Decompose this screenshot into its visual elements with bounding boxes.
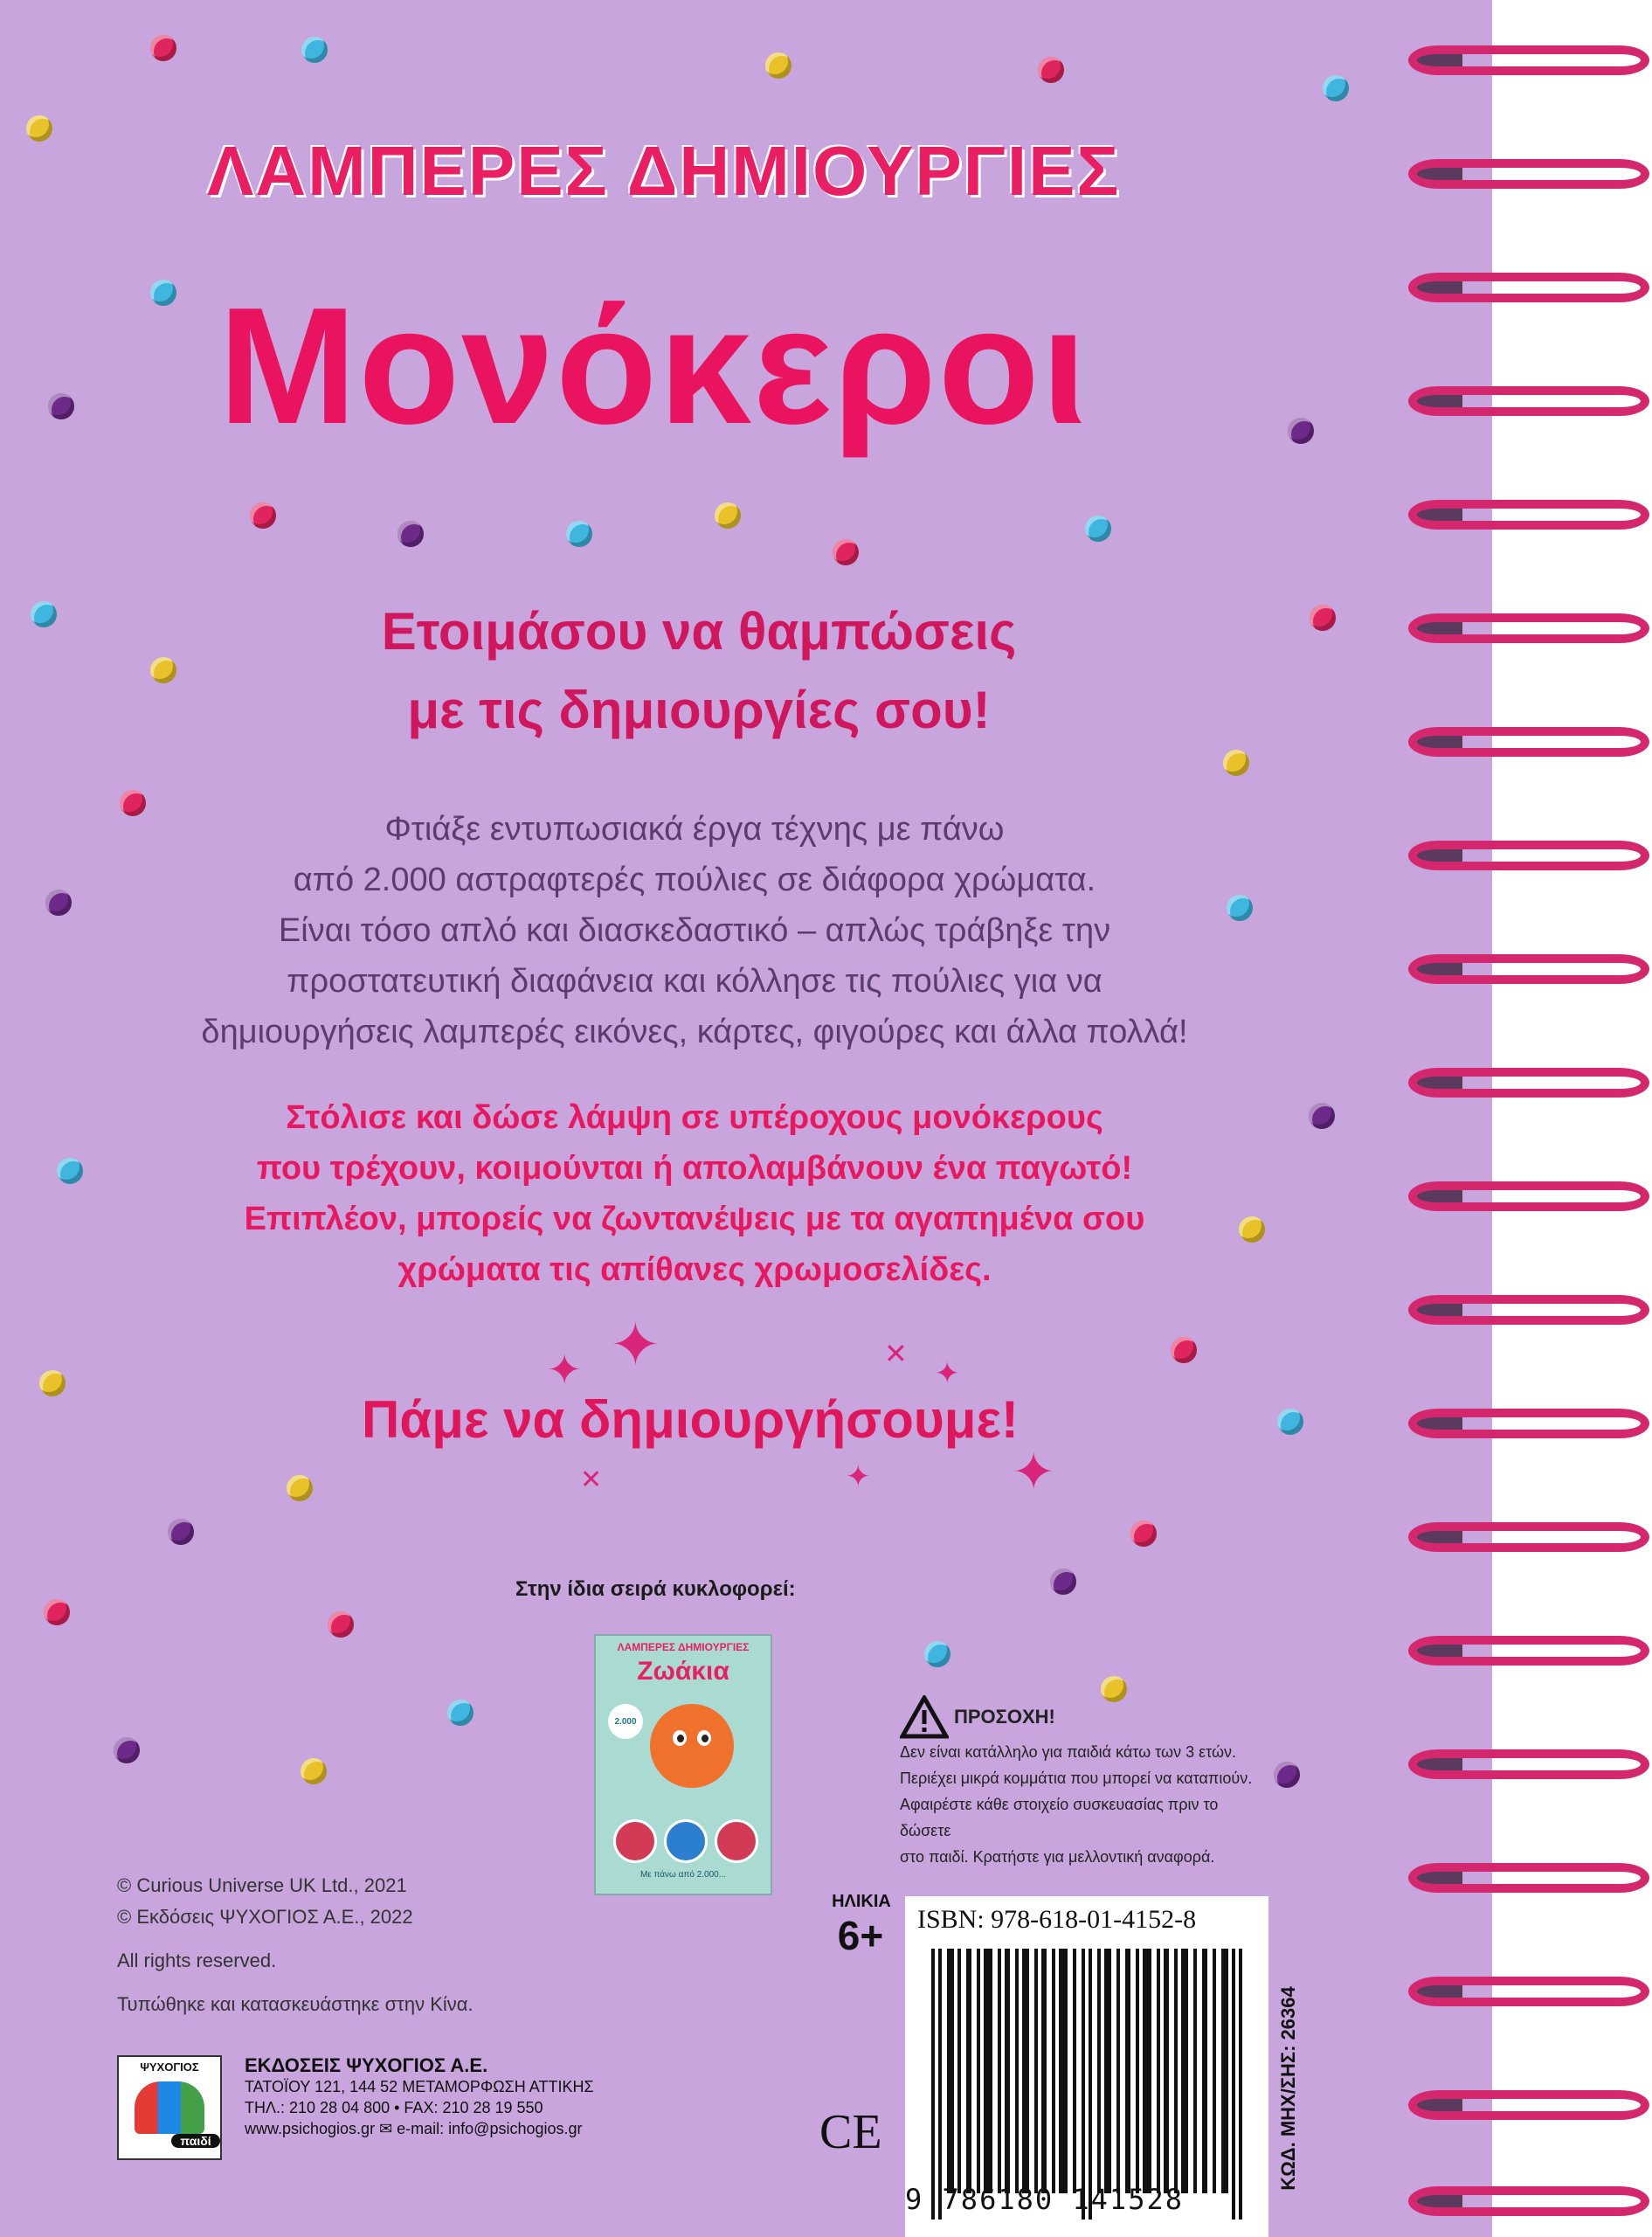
spiral-ring bbox=[1408, 1522, 1649, 1552]
sparkle-icon: ✦ bbox=[846, 1459, 871, 1494]
psi-logo-icon bbox=[135, 2081, 204, 2134]
safety-warning bbox=[900, 1695, 1258, 1870]
main-title: Μονόκεροι bbox=[218, 274, 1089, 459]
spiral-ring bbox=[1408, 1295, 1649, 1325]
lead-text: Ετοιμάσου να θαμπώσεις με τις δημιουργίες σου! bbox=[381, 602, 1017, 739]
sparkle-icon: ✦ bbox=[935, 1356, 960, 1391]
gem bbox=[1239, 1216, 1265, 1243]
gem bbox=[301, 37, 328, 63]
gem bbox=[44, 1599, 70, 1625]
spiral-ring bbox=[1408, 2186, 1649, 2216]
description-text-2: Στόλισε και δώσε λάμψη σε υπέροχους μονόκερους που τρέχουν, κοιμούνται ή απολαμβάνουν ένα παγωτό! Επιπλέον, μπορείς να ζωντανέψεις με τα αγαπημένα σου χρώματα τις απίθανες χρωμοσελίδες. bbox=[244, 1099, 1145, 1288]
gem bbox=[1085, 516, 1111, 542]
warning-triangle-icon bbox=[900, 1695, 949, 1739]
isbn-text: ISBN: 978-618-01-4152-8 bbox=[917, 1905, 1197, 1934]
gem bbox=[765, 52, 791, 79]
gem bbox=[1288, 418, 1314, 444]
spiral-ring bbox=[1408, 500, 1649, 530]
lead-tagline bbox=[192, 592, 1206, 750]
isbn-box bbox=[905, 1896, 1268, 2237]
gem bbox=[168, 1519, 194, 1545]
gem bbox=[447, 1700, 473, 1726]
gem bbox=[45, 890, 72, 916]
warning-line: Δεν είναι κατάλληλο για παιδιά κάτω των 3 ετών. bbox=[900, 1743, 1237, 1761]
gem bbox=[1309, 1103, 1335, 1129]
gem bbox=[150, 35, 176, 61]
spiral-ring bbox=[1408, 954, 1649, 984]
publisher-logo-name: ΨΥΧΟΓΙΟΣ bbox=[140, 2060, 199, 2074]
related-book-cover bbox=[594, 1634, 772, 1895]
spiral-ring bbox=[1408, 841, 1649, 870]
publisher-web: www.psichogios.gr ✉ e-mail: info@psichogios.gr bbox=[245, 2120, 583, 2137]
description-paragraph-1 bbox=[114, 804, 1275, 1057]
warning-title-text: ΠΡΟΣΟΧΗ! bbox=[954, 1706, 1055, 1728]
gem bbox=[57, 1158, 83, 1184]
related-book-sample-circle bbox=[613, 1819, 657, 1863]
spiral-ring bbox=[1408, 613, 1649, 643]
gem bbox=[250, 502, 276, 529]
gem bbox=[1050, 1569, 1076, 1595]
gem bbox=[301, 1758, 327, 1784]
spiral-ring bbox=[1408, 1068, 1649, 1098]
series-label: Στην ίδια σειρά κυκλοφορεί: bbox=[515, 1577, 796, 1601]
gem bbox=[114, 1737, 140, 1763]
warning-title bbox=[900, 1695, 1258, 1739]
gem bbox=[31, 601, 57, 627]
copyright-line: © Curious Universe UK Ltd., 2021 bbox=[117, 1874, 407, 1896]
sparkle-icon: ✦ bbox=[1012, 1442, 1056, 1503]
barcode-icon bbox=[931, 1949, 1242, 2220]
gem bbox=[715, 502, 741, 529]
tiger-illustration-icon bbox=[650, 1704, 734, 1788]
product-code bbox=[1271, 1914, 1306, 2237]
description-text-1: Φτιάξε εντυπωσιακά έργα τέχνης με πάνω από 2.000 αστραφτερές πούλιες σε διάφορα χρώματα. Είναι τόσο απλό και διασκεδαστικό – απλώς τράβηξε την προστατευτική διαφάνεια και κόλλησε τις πούλιες για να δημιουργήσεις λαμπερές εικόνες, κάρτες, φιγούρες και άλλα πολλά! bbox=[201, 811, 1188, 1050]
warning-line: στο παιδί. Κρατήστε για μελλοντική αναφορά. bbox=[900, 1848, 1215, 1866]
product-code-text: ΚΩΔ. ΜΗΧ/ΣΗΣ: 26364 bbox=[1277, 1986, 1299, 2191]
gem bbox=[1277, 1409, 1303, 1435]
gem bbox=[328, 1611, 354, 1638]
spiral-ring bbox=[1408, 1863, 1649, 1893]
related-book-sample-circle bbox=[715, 1819, 758, 1863]
gem bbox=[397, 521, 424, 547]
gem bbox=[1310, 605, 1336, 631]
gem bbox=[48, 393, 74, 419]
gem bbox=[39, 1370, 66, 1396]
spiral-ring bbox=[1408, 273, 1649, 302]
ce-mark: CE bbox=[819, 2105, 882, 2159]
series-title: ΛΑΜΠΕΡΕΣ ΔΗΜΙΟΥΡΓΙΕΣ bbox=[207, 132, 1121, 210]
gem bbox=[26, 115, 52, 142]
gem bbox=[566, 521, 592, 547]
sparkle-icon: ✦ bbox=[547, 1346, 583, 1395]
call-to-action: Πάμε να δημιουργήσουμε! bbox=[362, 1390, 1019, 1449]
publisher-name: ΕΚΔΟΣΕΙΣ ΨΥΧΟΓΙΟΣ Α.Ε. bbox=[245, 2054, 488, 2076]
copyright-line: © Εκδόσεις ΨΥΧΟΓΙΟΣ Α.Ε., 2022 bbox=[117, 1906, 413, 1928]
age-label: ΗΛΙΚΙΑ bbox=[832, 1892, 891, 1911]
spiral-ring bbox=[1408, 2090, 1649, 2120]
related-book-footer: Με πάνω από 2.000... bbox=[639, 1870, 727, 1880]
spiral-ring bbox=[1408, 386, 1649, 416]
sparkle-icon: ✕ bbox=[580, 1465, 603, 1495]
gem bbox=[1323, 75, 1349, 101]
spiral-ring bbox=[1408, 1636, 1649, 1666]
spiral-ring bbox=[1408, 1977, 1649, 2006]
publisher-logo bbox=[117, 2055, 222, 2160]
barcode-number: 9 786180 141528 bbox=[905, 2183, 1184, 2216]
gem bbox=[924, 1641, 950, 1667]
publisher-address: ΤΑΤΟΪΟΥ 121, 144 52 ΜΕΤΑΜΟΡΦΩΣΗ ΑΤΤΙΚΗΣ bbox=[245, 2078, 594, 2095]
publisher-info bbox=[245, 2055, 734, 2139]
copyright-block bbox=[117, 1870, 746, 2033]
spiral-ring bbox=[1408, 1749, 1649, 1779]
sparkle-icon: ✦ bbox=[610, 1309, 661, 1381]
publisher-phone: ΤΗΛ.: 210 28 04 800 • FAX: 210 28 19 550 bbox=[245, 2099, 543, 2116]
spiral-ring bbox=[1408, 159, 1649, 189]
gem bbox=[1130, 1520, 1157, 1547]
related-book-series: ΛΑΜΠΕΡΕΣ ΔΗΜΙΟΥΡΓΙΕΣ bbox=[617, 1641, 750, 1653]
warning-line: Αφαιρέστε κάθε στοιχείο συσκευασίας πριν το δώσετε bbox=[900, 1796, 1219, 1839]
gem bbox=[1171, 1337, 1197, 1363]
page-edge bbox=[1492, 0, 1652, 2237]
gem bbox=[1274, 1762, 1300, 1788]
related-book-badge: 2.000 bbox=[608, 1704, 643, 1739]
tiger-eye bbox=[697, 1730, 711, 1746]
spiral-ring bbox=[1408, 45, 1649, 75]
gem bbox=[833, 539, 859, 565]
gem bbox=[150, 280, 176, 306]
sparkle-icon: ✕ bbox=[884, 1337, 908, 1370]
gem bbox=[1038, 57, 1064, 83]
spiral-ring bbox=[1408, 1181, 1649, 1211]
gem bbox=[150, 657, 176, 683]
tiger-eye bbox=[673, 1730, 687, 1746]
gem bbox=[287, 1475, 313, 1501]
publisher-logo-sub: παιδί bbox=[171, 2134, 220, 2148]
printed-text: Τυπώθηκε και κατασκευάστηκε στην Κίνα. bbox=[117, 1993, 473, 2015]
gem bbox=[1223, 750, 1249, 776]
related-book-sample-circle bbox=[664, 1819, 708, 1863]
description-paragraph-2 bbox=[149, 1092, 1241, 1295]
spiral-ring bbox=[1408, 727, 1649, 757]
age-value: 6+ bbox=[837, 1913, 884, 1958]
spiral-ring bbox=[1408, 1409, 1649, 1438]
warning-line: Περιέχει μικρά κομμάτια που μπορεί να καταπιούν. bbox=[900, 1770, 1253, 1787]
rights-text: All rights reserved. bbox=[117, 1950, 277, 1971]
related-book-title: Ζωάκια bbox=[637, 1657, 729, 1686]
